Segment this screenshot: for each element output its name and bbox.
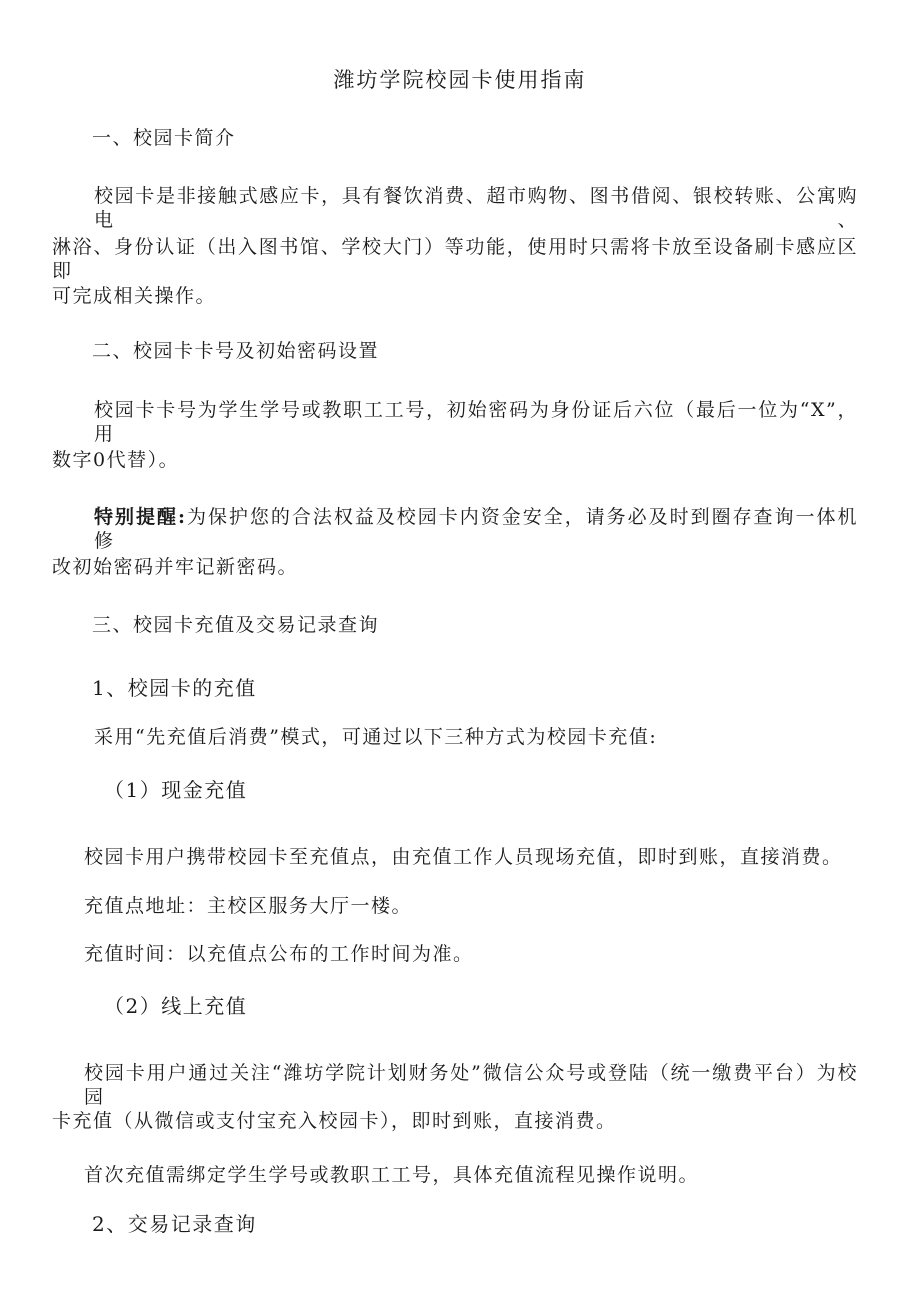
cash-recharge-heading: （1）现金充值 — [104, 778, 248, 802]
paragraph-line: 校园卡用户通过关注“潍坊学院计划财务处”微信公众号或登陆（统一缴费平台）为校园 — [84, 1062, 858, 1108]
paragraph-line: 首次充值需绑定学生学号或教职工工号，具体充值流程见操作说明。 — [84, 1164, 700, 1186]
section-heading-card-number: 二、校园卡卡号及初始密码设置 — [92, 340, 380, 362]
paragraph-line: 卡充值（从微信或支付宝充入校园卡），即时到账，直接消费。 — [52, 1110, 617, 1132]
recharge-address: 充值点地址：主校区服务大厅一楼。 — [84, 895, 413, 917]
paragraph-line: 校园卡用户携带校园卡至充值点，由充值工作人员现场充值，即时到账，直接消费。 — [84, 846, 843, 868]
paragraph-line: 改初始密码并牢记新密码。 — [52, 556, 299, 578]
section-heading-intro: 一、校园卡简介 — [92, 127, 236, 149]
special-reminder-text: 为保护您的合法权益及校园卡内资金安全，请务必及时到圈存查询一体机修 — [94, 506, 858, 552]
paragraph-line: 数字0代替）。 — [52, 449, 180, 471]
paragraph-line: 可完成相关操作。 — [52, 285, 217, 307]
paragraph-line: 校园卡卡号为学生学号或教职工工号，初始密码为身份证后六位（最后一位为“X”，用 — [94, 399, 858, 445]
subsection-heading-recharge: 1、校园卡的充值 — [92, 676, 257, 700]
document-title: 潍坊学院校园卡使用指南 — [333, 68, 587, 92]
subsection-heading-transactions: 2、交易记录查询 — [92, 1212, 257, 1236]
special-reminder-line — [94, 505, 858, 553]
special-reminder-label: 特别提醒: — [94, 506, 187, 528]
paragraph-line: 采用“先充值后消费”模式，可通过以下三种方式为校园卡充值: — [94, 726, 658, 748]
online-recharge-heading: （2）线上充值 — [104, 994, 248, 1018]
paragraph-line: 校园卡是非接触式感应卡，具有餐饮消费、超市购物、图书借阅、银校转账、公寓购电、 — [94, 185, 858, 231]
recharge-time: 充值时间：以充值点公布的工作时间为准。 — [84, 943, 474, 965]
paragraph-line: 淋浴、身份认证（出入图书馆、学校大门）等功能，使用时只需将卡放至设备刷卡感应区即 — [52, 236, 858, 282]
section-heading-recharge: 三、校园卡充值及交易记录查询 — [92, 614, 380, 636]
